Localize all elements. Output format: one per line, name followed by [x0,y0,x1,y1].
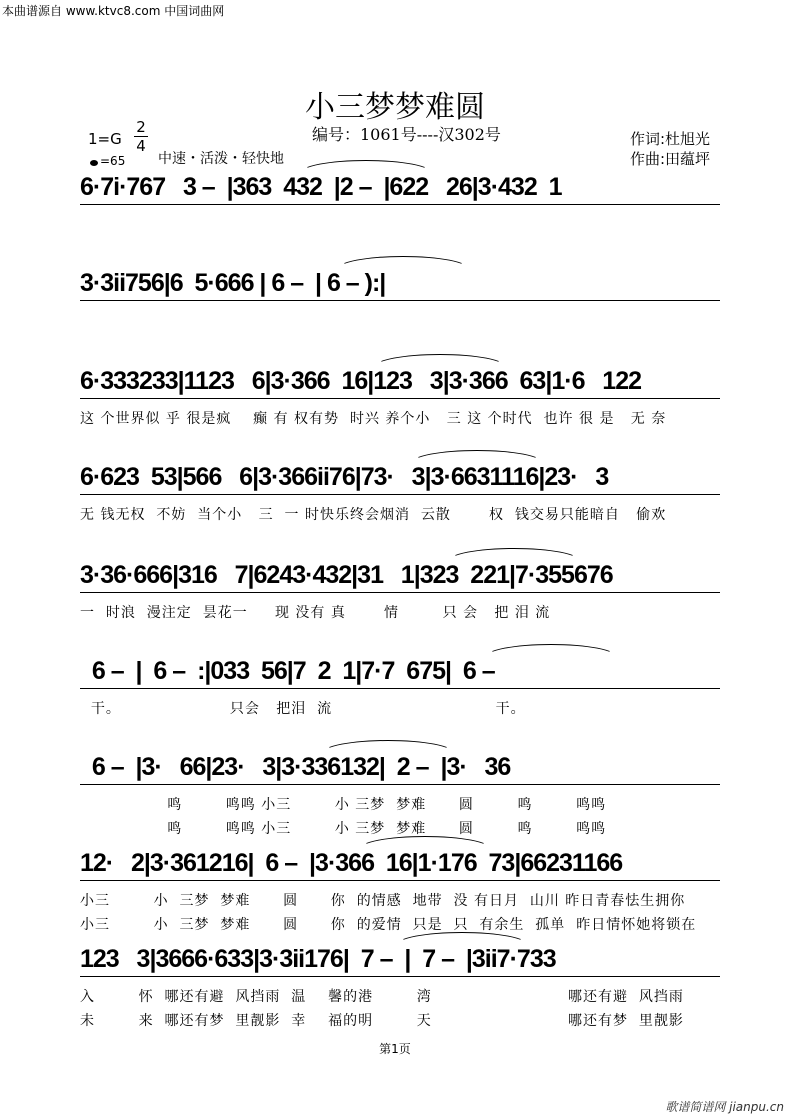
slur-arc [448,548,580,574]
beam-line [80,398,720,399]
lyric-line: 鸣 鸣鸣 小三 小 三梦 梦难 圆 鸣 鸣鸣 [80,797,607,813]
tempo-marking [90,154,125,168]
tempo-value: =65 [100,154,126,168]
expression-marking: 中速・活泼・轻快地 [158,151,284,167]
score-line [0,944,790,1029]
score-line [0,366,790,426]
lyric-line: 小三 小 三梦 梦难 圆 你 的爱情 只是 只 有余生 孤单 昨日情怀她将锁在 [80,917,697,933]
lyricist: 作词:杜旭光 [630,130,711,148]
beam-line [80,300,720,301]
slur-arc [359,836,491,862]
beam-line [80,204,720,205]
beam-line [80,494,720,495]
lyric-line: 无 钱无权 不妨 当个小 三 一 时快乐终会烟消 云散 权 钱交易只能暗自 偷欢 [80,507,667,523]
notation-line: 3·3ii756|6 5·666 | 6 – | 6 – ):| [80,269,386,297]
slur-arc [300,160,432,186]
beam-line [80,784,720,785]
notation-line: 6·623 53|566 6|3·366ii76|73· 3|3·6631116|23· 3 [80,463,609,491]
lyric-line: 入 怀 哪还有避 风挡雨 温 馨的港 湾 哪还有避 风挡雨 [80,989,684,1005]
slur-arc [411,450,543,476]
notation-line: 6 – |3· 66|23· 3|3·336132| 2 – |3· 36 [80,753,511,781]
page-number: 第1页 [379,1042,411,1056]
song-title: 小三梦梦难圆 [305,90,485,125]
metre-top: 2 [136,118,146,136]
score-line [0,268,790,328]
notation-line: 6 – | 6 – :|033 56|7 2 1|7·7 675| 6 – [80,657,495,685]
score-line [0,172,790,232]
notation-line: 123 3|3666·633|3·3ii176| 7 – | 7 – |3ii7·733 [80,945,556,973]
serial-number: 编号：1061号----汉302号 [312,125,501,144]
notation-line: 6·7i·767 3 – |363 432 |2 – |622 26|3·432 1 [80,173,562,201]
beam-line [80,688,720,689]
time-signature [134,118,148,155]
beam-line [80,880,720,881]
lyric-line: 这 个世界似 乎 很是疯 癫 有 权有势 时兴 养个小 三 这 个时代 也许 很 是 无 奈 [80,411,667,427]
quarter-note-icon [90,160,98,166]
slur-arc [374,354,506,380]
watermark: 本曲谱源自 www.ktvc8.com 中国词曲网 [2,4,225,18]
score-line [0,462,790,522]
beam-line [80,592,720,593]
slur-arc [485,644,617,670]
lyric-line: 小三 小 三梦 梦难 圆 你 的情感 地带 没 有日月 山川 昨日青春怯生拥你 [80,893,686,909]
beam-line [80,976,720,977]
lyric-line: 鸣 鸣鸣 小三 小 三梦 梦难 圆 鸣 鸣鸣 [80,821,607,837]
notation-line: 6·333233|1123 6|3·366 16|123 3|3·366 63|1·6 122 [80,367,642,395]
notation-line: 12· 2|3·361216| 6 – |3·366 16|1·176 73|66231166 [80,849,623,877]
site-watermark: 歌谱简谱网 jianpu.cn [665,1100,784,1114]
slur-arc [337,256,469,282]
score-line [0,656,790,716]
composer: 作曲:田蕴坪 [630,150,711,168]
slur-arc [396,932,528,958]
score-line [0,560,790,620]
lyric-line: 未 来 哪还有梦 里靓影 幸 福的明 天 哪还有梦 里靓影 [80,1013,684,1029]
lyric-line: 干。 只会 把泪 流 干。 [80,701,526,717]
notation-line: 3·36·666|316 7|6243·432|31 1|323 221|7·355676 [80,561,613,589]
lyric-line: 一 时浪 漫注定 昙花一 现 没有 真 情 只 会 把 泪 流 [80,605,551,621]
key-signature: 1=G [88,130,122,148]
score-line [0,848,790,933]
score-line [0,752,790,837]
slur-arc [322,740,454,766]
metre-bottom: 4 [136,137,146,155]
